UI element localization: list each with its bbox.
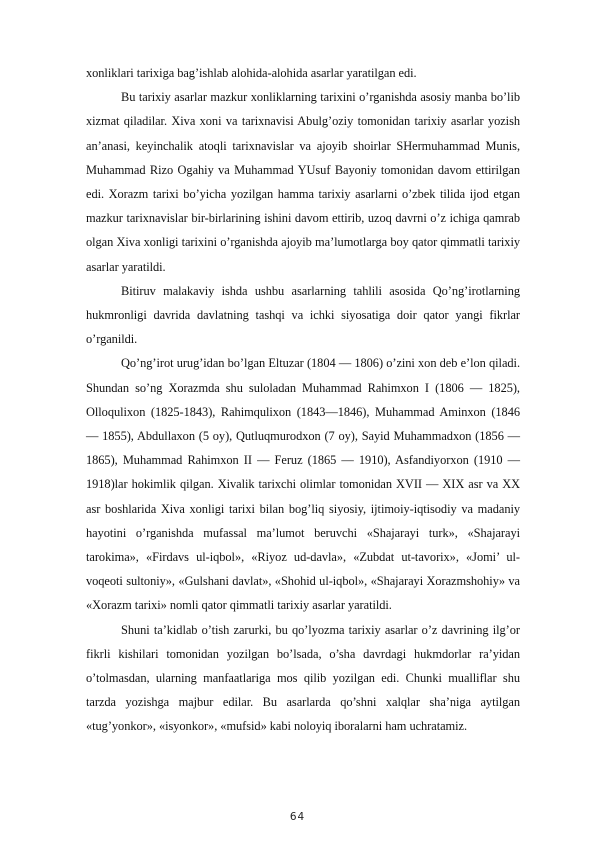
paragraph: Bu tarixiy asarlar mazkur xonliklarning tarixini o’rganishda asosiy manba bo’lib xizmat qiladilar. Xiva xoni va tarixnavisi Abulg’oziy tomonidan tarixiy asarlar yozish an’anasi, keyinchalik atoqli tarixnavislar va ajoyib shoirlar SHermuhammad Munis, Muhammad Rizo Ogahiy va Muhammad YUsuf Bayoniy tomonidan davom ettirilgan edi. Xorazm tarixi bo’yicha yozilgan hamma tarixiy asarlarni o’zbek tilida ijod etgan mazkur tarixnavislar bir-birlarining ishini davom ettirib, uzoq davrni o’z ichiga qamrab olgan Xiva xonligi tarixini o’rganishda ajoyib ma’lumotlarga boy qator qimmatli tarixiy asarlar yaratildi. — [86, 90, 520, 274]
paragraph: Shuni ta’kidlab o’tish zarurki, bu qo’lyozma tarixiy asarlar o’z davrining ilg’or fikrli kishilari tomonidan yozilgan bo’lsada, o’sha davrdagi hukmdorlar ra’yidan o’tolmasdan, ularning manfaatlariga mos qilib yozilgan edi. Chunki mualliflar shu tarzda yozishga majbur edilar. Bu asarlarda qo’shni xalqlar sha’niga aytilgan «tug’yonkor», «isyonkor», «mufsid» kabi noloyiq iboralarni ham uchratamiz. — [86, 622, 520, 734]
page-body — [86, 61, 520, 739]
page-number: 64 — [289, 811, 306, 823]
paragraph-continuation: xonliklari tarixiga bag’ishlab alohida-alohida asarlar yaratilgan edi. — [86, 66, 417, 80]
paragraph: Bitiruv malakaviy ishda ushbu asarlarning tahlili asosida Qo’ng’irotlarning hukmronligi davrida davlatning tashqi va ichki siyosatiga doir qator yangi fikrlar o’rganildi. — [86, 283, 520, 347]
paragraph: Qo’ng’irot urug’idan bo’lgan Eltuzar (1804 — 1806) o’zini xon deb e’lon qiladi. Shundan so’ng Xorazmda shu suloladan Muhammad Rahimxon I (1806 — 1825), Olloqulixon (1825-1843), Rahimqulixon (1843—1846), Muhammad Aminxon (1846 — 1855), Abdullaxon (5 oy), Qutluqmurodxon (7 oy), Sayid Muhammadxon (1856 — 1865), Muhammad Rahimxon II — Feruz (1865 — 1910), Asfandiyorxon (1910 — 1918)lar hokimlik qilgan. Xivalik tarixchi olimlar tomonidan XVII — XIX asr va XX asr boshlarida Xiva xonligi tarixi bilan bog’liq siyosiy, ijtimoiy-iqtisodiy va madaniy hayotini o’rganishda mufassal ma’lumot beruvchi «Shajarayi turk», «Shajarayi tarokima», «Firdavs ul-iqbol», «Riyoz ud-davla», «Zubdat ut-tavorix», «Jomi’ ul-voqeoti sultoniy», «Gulshani davlat», «Shohid ul-iqbol», «Shajarayi Xorazmshohiy» va «Xorazm tarixi» nomli qator qimmatli tarixiy asarlar yaratildi. — [86, 356, 520, 613]
